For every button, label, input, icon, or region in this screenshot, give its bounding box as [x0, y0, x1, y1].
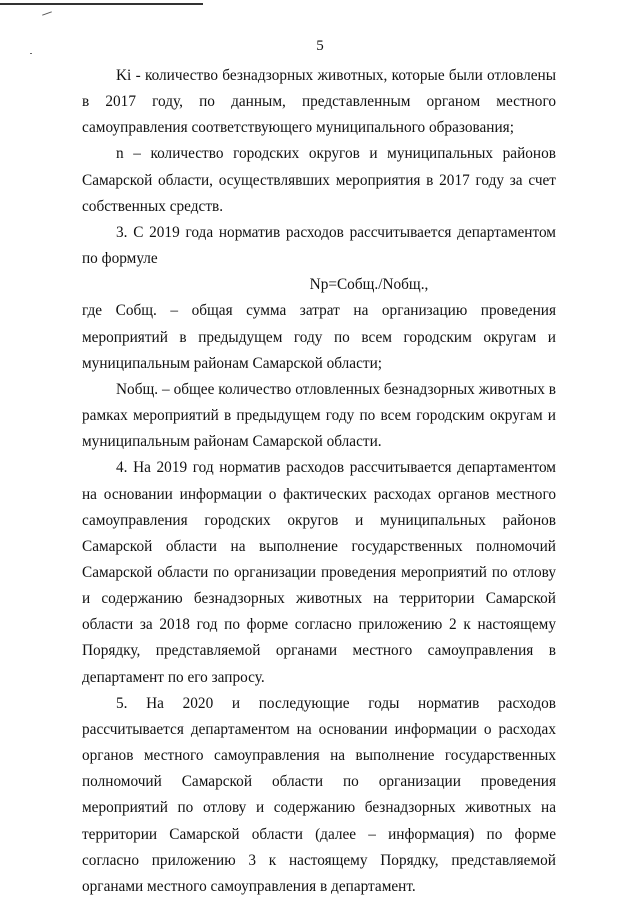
paragraph-item-3: 3. С 2019 года норматив расходов рассчитывается департаментом по формуле [82, 223, 556, 268]
document-body [82, 63, 556, 900]
formula-line: Np=Собщ./Nобщ., [309, 276, 429, 294]
scan-edge-line [0, 3, 203, 5]
paragraph-n-total-definition: Nобщ. – общее количество отловленных безнадзорных животных в рамках мероприятий в предыдущем году по всем городским округам и муниципальным районам Самарской области. [82, 380, 556, 451]
scan-mark [42, 11, 52, 15]
paragraph-ki-definition: Ki - количество безнадзорных животных, которые были отловлены в 2017 году, по данным, представленным органом местного самоуправления соответствующего муниципального образования; [82, 67, 556, 137]
paragraph-item-4: 4. На 2019 год норматив расходов рассчитывается департаментом на основании информации о фактических расходах органов местного самоуправления городских округов и муниципальных районов Самарской области на выполнение государственных полномочий Самарской области по организации проведения мероприятий по отлову и содержанию безнадзорных животных на территории Самарской области за 2018 год по форме согласно приложению 2 к настоящему Порядку, представляемой органами местного самоуправления в департамент по его запросу. [82, 459, 556, 686]
paragraph-item-5: 5. На 2020 и последующие годы норматив расходов рассчитывается департаментом на основании информации о расходах органов местного самоуправления на выполнение государственных полномочий Самарской области по организации проведения мероприятий по отлову и содержанию безнадзорных животных на территории Самарской области (далее – информация) по форме согласно приложению 3 к настоящему Порядку, представляемой органами местного самоуправления в департамент. [82, 694, 556, 895]
page-number: 5 [316, 38, 324, 54]
paragraph-c-total-definition: где Собщ. – общая сумма затрат на организацию проведения мероприятий в предыдущем году по всем городским округам и муниципальным районам Самарской области; [82, 302, 556, 372]
paragraph-n-definition: n – количество городских округов и муниципальных районов Самарской области, осуществлявших мероприятия в 2017 году за счет собственных средств. [82, 145, 556, 215]
